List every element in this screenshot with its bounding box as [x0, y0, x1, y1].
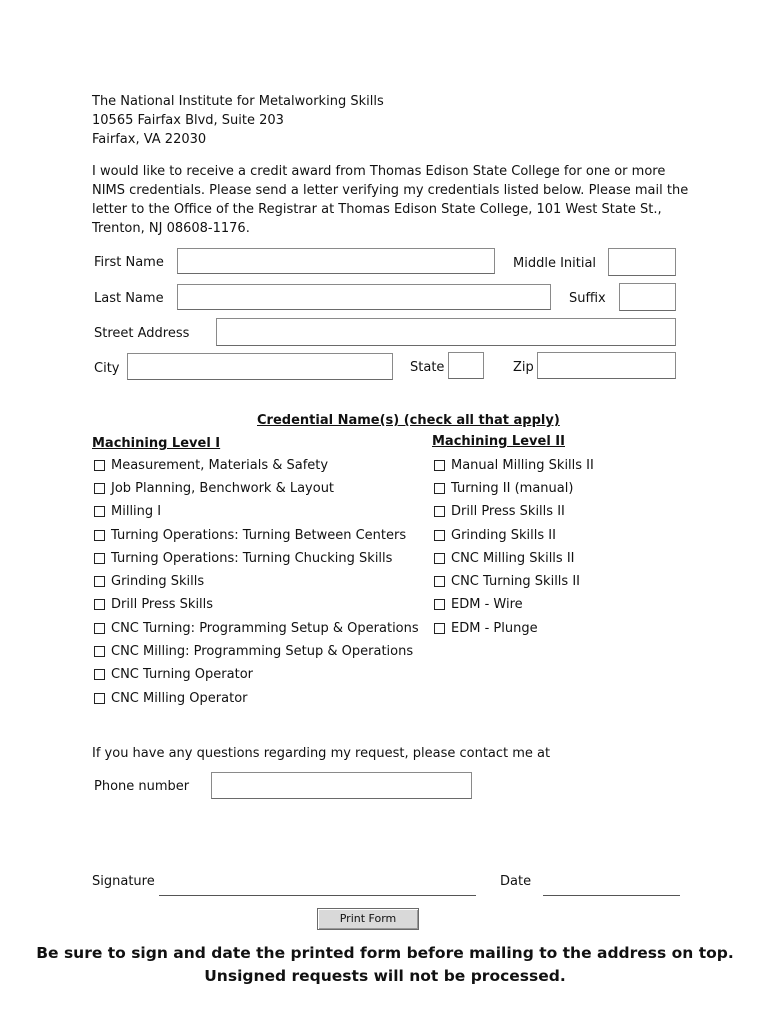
suffix-label: Suffix	[569, 291, 606, 306]
level2-title: Machining Level II	[432, 434, 565, 449]
checkbox-label: Job Planning, Benchwork & Layout	[111, 480, 335, 496]
level2-item[interactable]	[434, 479, 573, 497]
date-label: Date	[500, 874, 532, 889]
print-form-button[interactable]: Print Form	[317, 908, 419, 930]
city-label: City	[94, 361, 120, 376]
checkbox[interactable]	[94, 506, 105, 517]
checkbox-label: Grinding Skills	[111, 573, 205, 589]
level1-item[interactable]	[94, 619, 419, 637]
checkbox-label: CNC Turning Skills II	[451, 573, 580, 589]
state-label: State	[410, 360, 445, 375]
checkbox[interactable]	[94, 623, 105, 634]
street-address-label: Street Address	[94, 326, 190, 341]
suffix-input[interactable]	[619, 283, 676, 311]
checkbox[interactable]	[434, 530, 445, 541]
level1-item[interactable]	[94, 665, 253, 683]
level1-item[interactable]	[94, 595, 213, 613]
checkbox-label: CNC Milling: Programming Setup & Operations	[111, 643, 414, 659]
middle-initial-label: Middle Initial	[513, 256, 597, 271]
checkbox[interactable]	[94, 599, 105, 610]
checkbox-label: Turning Operations: Turning Chucking Skills	[111, 550, 393, 566]
date-line[interactable]	[543, 895, 680, 896]
level2-item[interactable]	[434, 619, 538, 637]
level2-item[interactable]	[434, 572, 580, 590]
address-line-1: The National Institute for Metalworking Skills	[92, 94, 384, 109]
checkbox-label: EDM - Wire	[451, 596, 523, 612]
checkbox-label: Grinding Skills II	[451, 527, 556, 543]
notice-line-1: Be sure to sign and date the printed form before mailing to the address on top.	[36, 944, 734, 962]
checkbox[interactable]	[434, 460, 445, 471]
checkbox[interactable]	[94, 553, 105, 564]
checkbox[interactable]	[94, 646, 105, 657]
street-address-input[interactable]	[216, 318, 676, 346]
middle-initial-input[interactable]	[608, 248, 676, 276]
level1-item[interactable]	[94, 502, 161, 520]
credentials-title: Credential Name(s) (check all that apply)	[257, 413, 560, 428]
checkbox-label: Manual Milling Skills II	[451, 457, 594, 473]
state-input[interactable]	[448, 352, 484, 379]
level2-item[interactable]	[434, 595, 523, 613]
checkbox[interactable]	[434, 576, 445, 587]
checkbox[interactable]	[434, 483, 445, 494]
level2-item[interactable]	[434, 526, 556, 544]
phone-label: Phone number	[94, 779, 190, 794]
zip-input[interactable]	[537, 352, 676, 379]
contact-text: If you have any questions regarding my request, please contact me at	[92, 746, 551, 761]
last-name-input[interactable]	[177, 284, 551, 310]
checkbox-label: CNC Milling Skills II	[451, 550, 575, 566]
level1-item[interactable]	[94, 479, 334, 497]
request-paragraph: I would like to receive a credit award from Thomas Edison State College for one or more NIMS credentials. Please send a letter verifying my credentials listed below. Please mail the letter to the Office of the Registrar at Thomas Edison State College, 101 West State St., Trenton, NJ 08608-1176.	[92, 164, 689, 236]
zip-label: Zip	[513, 360, 534, 375]
address-line-3: Fairfax, VA 22030	[92, 132, 207, 147]
checkbox-label: Measurement, Materials & Safety	[111, 457, 329, 473]
level1-item[interactable]	[94, 689, 248, 707]
level1-item[interactable]	[94, 456, 328, 474]
level2-item[interactable]	[434, 502, 565, 520]
checkbox[interactable]	[94, 669, 105, 680]
checkbox[interactable]	[434, 553, 445, 564]
checkbox[interactable]	[94, 693, 105, 704]
checkbox[interactable]	[434, 623, 445, 634]
last-name-label: Last Name	[94, 291, 164, 306]
level1-item[interactable]	[94, 549, 392, 567]
city-input[interactable]	[127, 353, 393, 380]
checkbox[interactable]	[94, 576, 105, 587]
checkbox-label: Drill Press Skills II	[451, 503, 565, 519]
level1-item[interactable]	[94, 642, 413, 660]
checkbox[interactable]	[434, 599, 445, 610]
signature-label: Signature	[92, 874, 155, 889]
checkbox[interactable]	[434, 506, 445, 517]
checkbox[interactable]	[94, 483, 105, 494]
checkbox-label: EDM - Plunge	[451, 620, 538, 636]
signature-line[interactable]	[159, 895, 476, 896]
checkbox-label: Drill Press Skills	[111, 596, 214, 612]
checkbox-label: Turning Operations: Turning Between Centers	[111, 527, 407, 543]
level2-item[interactable]	[434, 456, 594, 474]
checkbox-label: Milling I	[111, 503, 162, 519]
first-name-input[interactable]	[177, 248, 495, 274]
level2-item[interactable]	[434, 549, 575, 567]
level1-item[interactable]	[94, 526, 406, 544]
checkbox-label: Turning II (manual)	[451, 480, 574, 496]
first-name-label: First Name	[94, 255, 164, 270]
checkbox-label: CNC Turning Operator	[111, 666, 253, 682]
level1-title: Machining Level I	[92, 436, 221, 451]
notice-line-2: Unsigned requests will not be processed.	[204, 967, 566, 985]
level1-item[interactable]	[94, 572, 204, 590]
checkbox[interactable]	[94, 460, 105, 471]
phone-input[interactable]	[211, 772, 472, 799]
checkbox[interactable]	[94, 530, 105, 541]
checkbox-label: CNC Turning: Programming Setup & Operations	[111, 620, 419, 636]
address-line-2: 10565 Fairfax Blvd, Suite 203	[92, 113, 284, 128]
checkbox-label: CNC Milling Operator	[111, 690, 248, 706]
